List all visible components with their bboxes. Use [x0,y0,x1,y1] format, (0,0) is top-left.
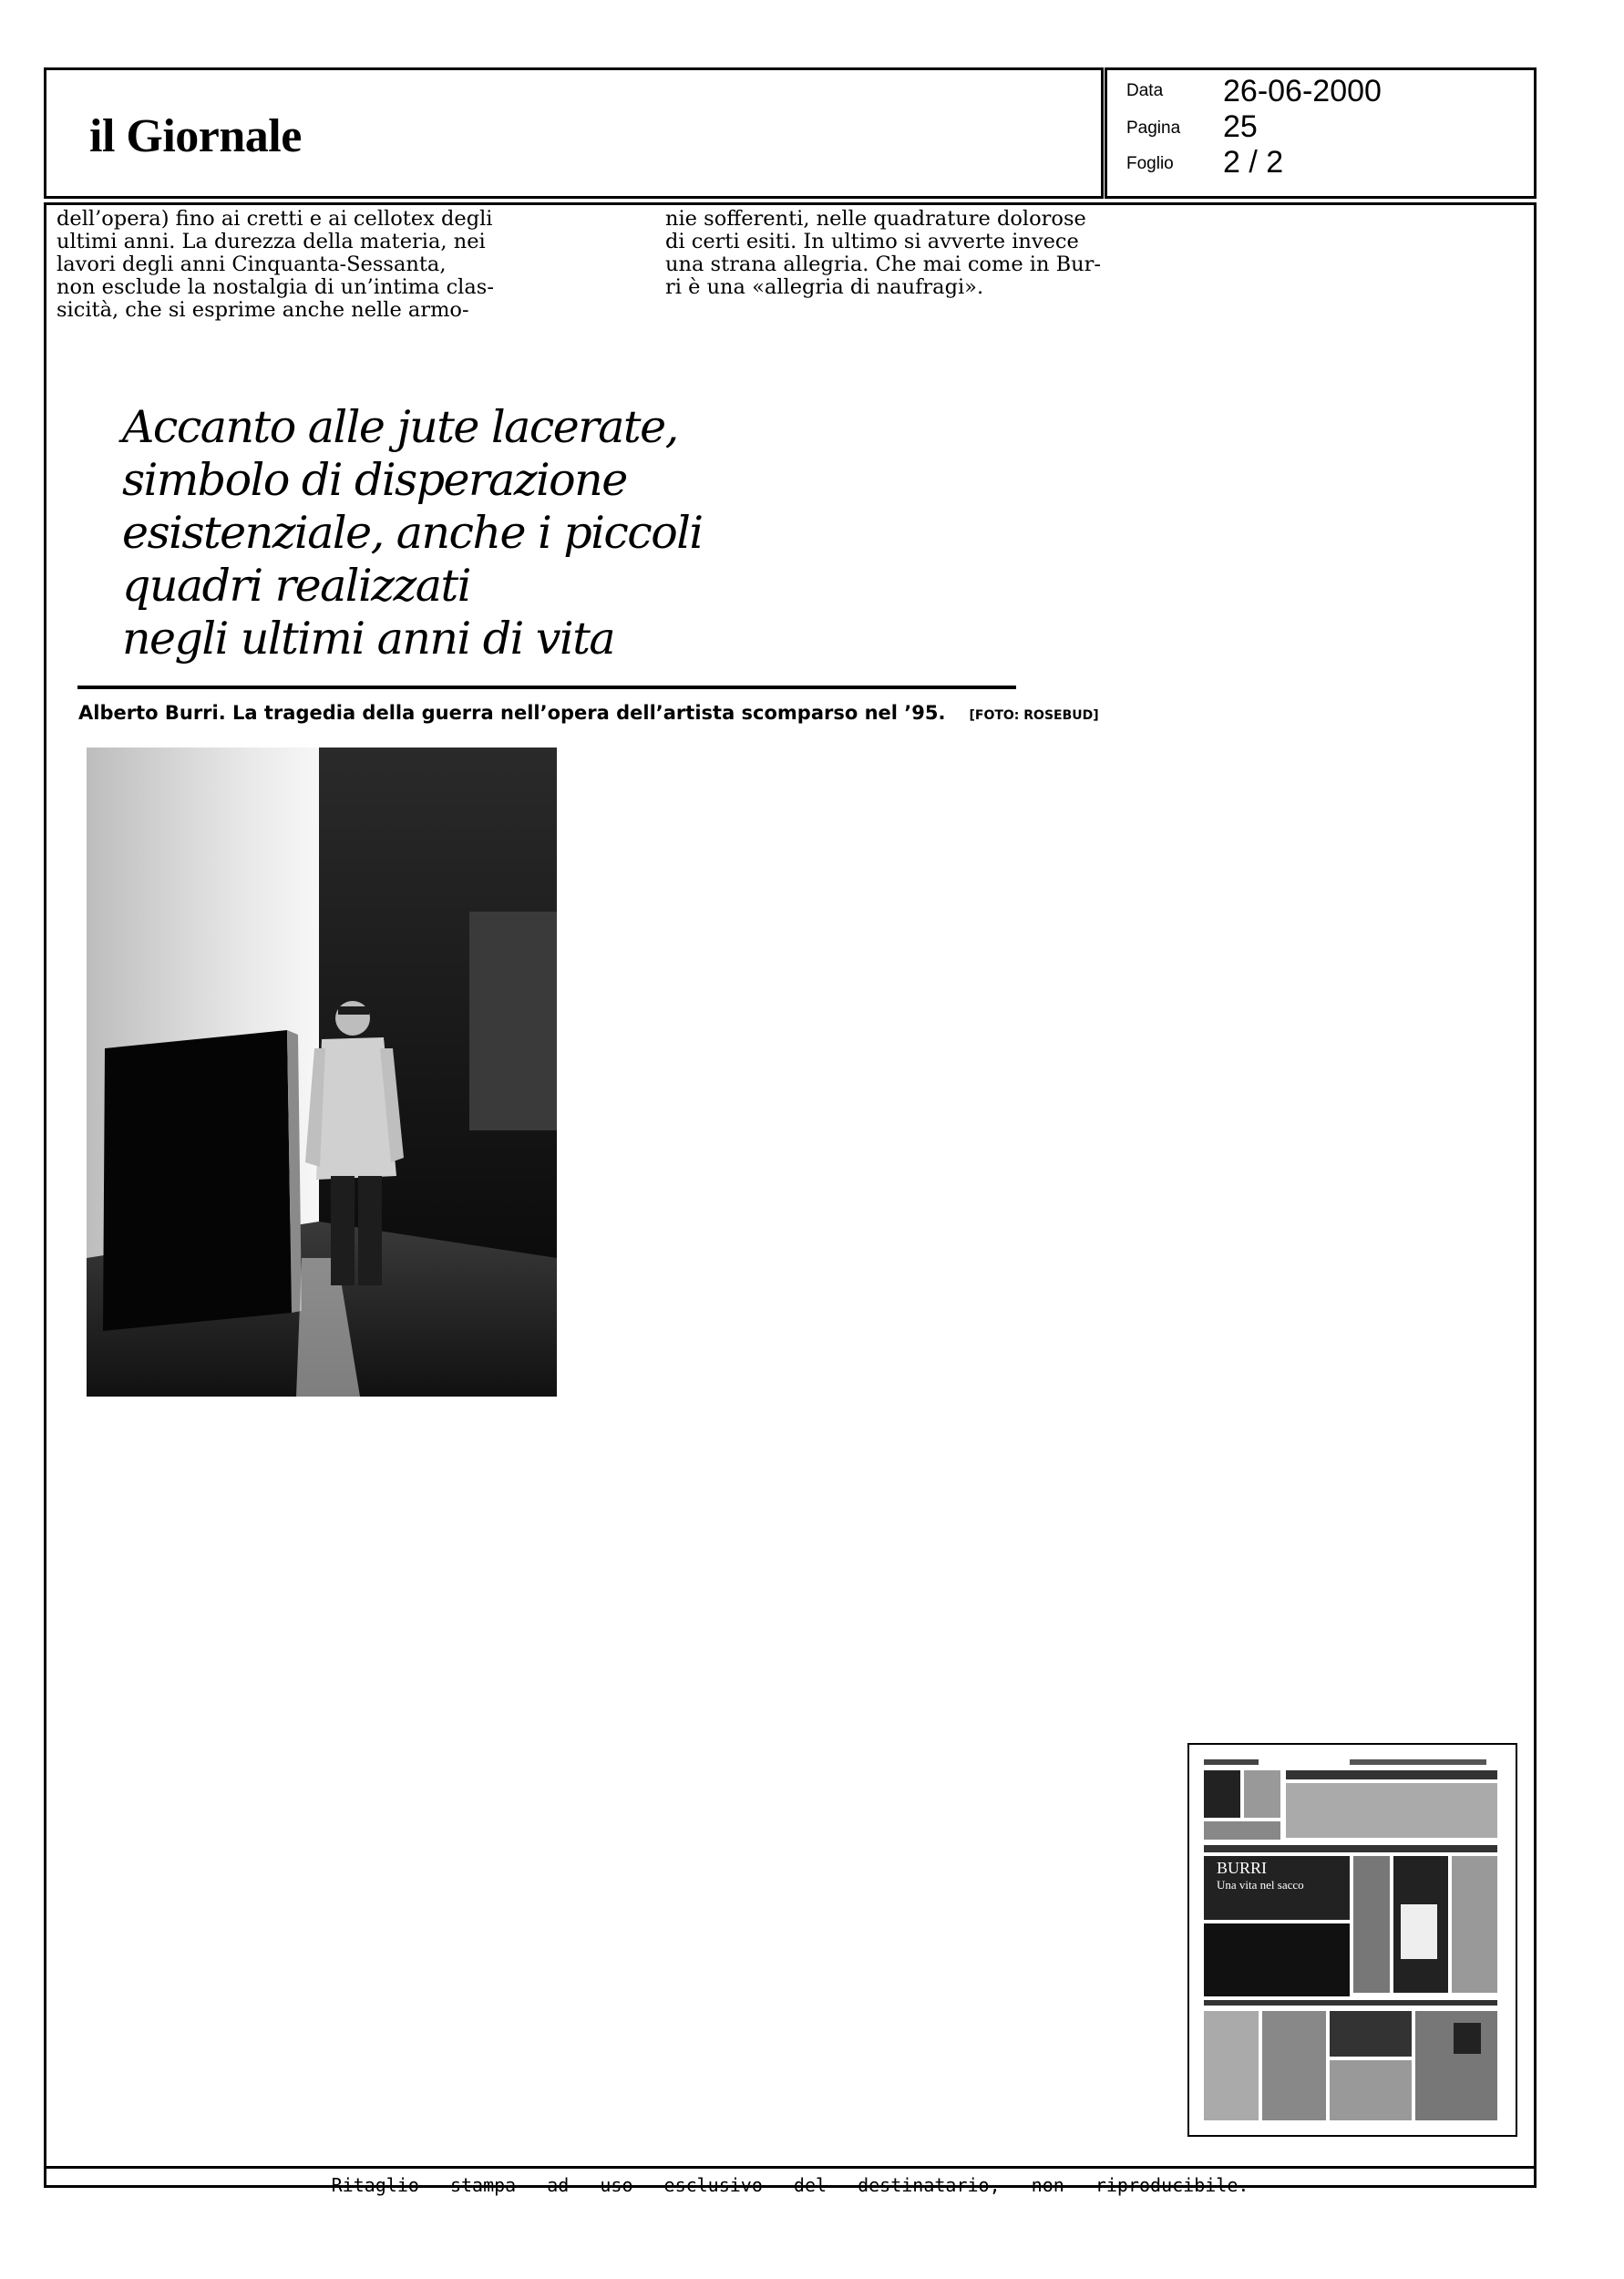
page-thumbnail-image [1189,1745,1516,2135]
article-line: lavori degli anni Cinquanta-Sessanta, [57,253,447,276]
pagina-label: Pagina [1126,119,1181,138]
article-column-left [57,208,509,322]
thumbnail-title: BURRI [1217,1859,1268,1877]
footer-notice-text: Ritaglio stampa ad uso esclusivo del destinatario, non riproducibile. [331,2174,1249,2196]
pull-quote-line: negli ultimi anni di vita [122,613,615,665]
pagina-value: 25 [1223,109,1258,144]
burri-photo-image [87,748,557,1397]
caption-text: Alberto Burri. La tragedia della guerra nell’opera dell’artista scomparso nel ’95. [78,702,946,724]
pull-quote-line: quadri realizzati [122,560,470,612]
photo-credit: [FOTO: ROSEBUD] [969,708,1099,723]
article-line: sicità, che si esprime anche nelle armo- [57,298,469,322]
data-label: Data [1126,81,1164,100]
page-thumbnail [1187,1743,1517,2137]
foglio-label: Foglio [1126,154,1174,173]
pull-quote-line: simbolo di disperazione [122,454,627,506]
photo-caption [78,702,1099,724]
article-line: ultimi anni. La durezza della materia, nei [57,230,486,253]
article-line: dell’opera) fino ai cretti e ai cellotex degli [57,207,493,231]
article-line: una strana allegria. Che mai come in Bur- [665,253,1102,276]
article-photo [87,748,557,1397]
article-line: nie sofferenti, nelle quadrature dolorose [665,207,1086,231]
article-column-right [665,208,1115,299]
newspaper-masthead: il Giornale [89,110,302,162]
article-line: di certi esiti. In ultimo si avverte invece [665,230,1079,253]
article-line: non esclude la nostalgia di un’intima clas- [57,275,494,299]
pull-quote-line: esistenziale, anche i piccoli [122,507,703,559]
foglio-value: 2 / 2 [1223,145,1284,180]
pull-quote-line: Accanto alle jute lacerate, [122,401,678,453]
pull-quote [122,401,703,665]
caption-rule [77,686,1016,689]
data-value: 26-06-2000 [1223,74,1382,108]
footer-notice [44,2174,1537,2196]
article-line: ri è una «allegria di naufragi». [665,275,984,299]
footer-divider [44,2166,1537,2169]
thumbnail-subtitle: Una vita nel sacco [1217,1878,1304,1892]
